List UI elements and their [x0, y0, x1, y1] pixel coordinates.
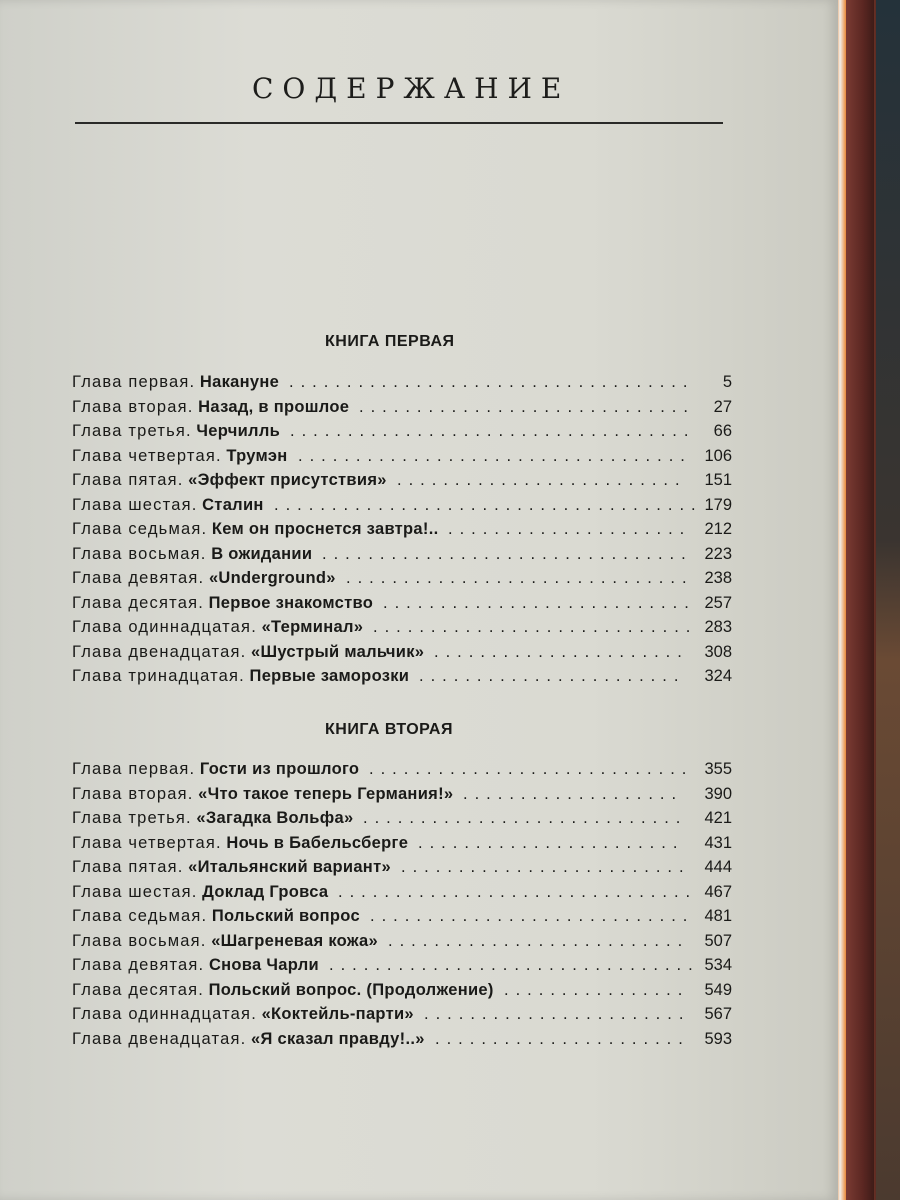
leader-dots: .................................. — [298, 446, 692, 465]
toc-entry — [72, 594, 732, 619]
leader-dots: ...................... — [434, 642, 689, 661]
leader-dots: ....................... — [418, 833, 685, 852]
chapter-label: Глава первая. — [72, 373, 196, 391]
title-rule — [75, 122, 723, 124]
chapter-title: Первые заморозки — [249, 667, 410, 685]
leader-dots: .............................. — [346, 569, 694, 587]
page-number: 238 — [704, 569, 732, 587]
chapter-label: Глава девятая. — [72, 956, 205, 974]
chapter-title: Назад, в прошлое — [198, 397, 350, 416]
leader-dots: ..................... — [448, 520, 692, 538]
page-number: 431 — [704, 833, 732, 852]
leader-dots: ....................... — [424, 1005, 691, 1023]
toc-entry — [72, 932, 732, 957]
leader-dots: ............................... — [338, 882, 698, 901]
leader-dots: ................................ — [322, 544, 693, 563]
toc-entry — [72, 643, 732, 668]
leader-dots: ................................... — [290, 422, 696, 440]
leader-dots: ......................... — [397, 471, 687, 489]
page-number: 151 — [704, 471, 732, 489]
leader-dots: ........................... — [383, 593, 696, 612]
leader-dots: ............................ — [373, 618, 698, 636]
toc-entry — [72, 785, 732, 810]
toc-entry — [72, 569, 732, 594]
toc-entry — [72, 496, 732, 521]
page-number: 481 — [704, 907, 732, 925]
chapter-title: Гости из прошлого — [199, 760, 360, 778]
page-number: 467 — [704, 882, 732, 901]
chapter-label: Глава шестая. — [72, 495, 198, 514]
chapter-title: «Шагреневая кожа» — [211, 931, 378, 950]
page-number: 212 — [704, 520, 732, 538]
chapter-label: Глава седьмая. — [72, 907, 208, 925]
chapter-label: Глава вторая. — [72, 397, 194, 416]
leader-dots: .......................... — [388, 931, 690, 950]
page-number: 444 — [704, 858, 732, 876]
chapter-title: «Терминал» — [261, 618, 364, 636]
chapter-title: Черчилль — [196, 422, 281, 440]
page-number: 257 — [704, 593, 732, 612]
leader-dots: ..................................... — [274, 495, 703, 514]
chapter-label: Глава четвертая. — [72, 446, 222, 465]
chapter-label: Глава третья. — [72, 422, 192, 440]
chapter-title: Трумэн — [226, 446, 288, 465]
chapter-title: Доклад Гровса — [202, 882, 329, 901]
chapter-label: Глава третья. — [72, 809, 192, 827]
leader-dots: ......................... — [401, 858, 691, 876]
page-number: 308 — [704, 642, 732, 661]
toc-entry — [72, 398, 732, 423]
toc-entry — [72, 545, 732, 570]
chapter-label: Глава седьмая. — [72, 520, 208, 538]
chapter-label: Глава пятая. — [72, 858, 184, 876]
toc-entry — [72, 883, 732, 908]
page-number: 223 — [704, 544, 732, 563]
toc-entry — [72, 956, 732, 981]
chapter-title: «Underground» — [208, 569, 336, 587]
chapter-title: Кем он проснется завтра!.. — [211, 520, 439, 538]
chapter-title: Польский вопрос — [211, 907, 360, 925]
page-number: 5 — [722, 373, 732, 391]
page-number: 390 — [704, 784, 732, 803]
leader-dots: ................................... — [289, 373, 695, 391]
chapter-title: «Что такое теперь Германия!» — [198, 784, 454, 803]
toc-entry — [72, 981, 732, 1006]
chapter-title: Польский вопрос. (Продолжение) — [208, 980, 494, 999]
page-number: 507 — [704, 931, 732, 950]
chapter-title: «Коктейль-парти» — [261, 1005, 414, 1023]
chapter-label: Глава шестая. — [72, 882, 198, 901]
chapter-label: Глава тринадцатая. — [72, 667, 245, 685]
toc-entry — [72, 809, 732, 834]
toc-book-1 — [72, 373, 732, 692]
toc-book-2 — [72, 760, 732, 1054]
toc-entry — [72, 907, 732, 932]
toc-entry — [72, 667, 732, 692]
chapter-label: Глава пятая. — [72, 471, 184, 489]
page-number: 421 — [704, 809, 732, 827]
page-number: 106 — [704, 446, 732, 465]
book-heading-1: КНИГА ПЕРВАЯ — [325, 333, 455, 350]
chapter-label: Глава первая. — [72, 760, 196, 778]
leader-dots: ................ — [504, 980, 690, 999]
chapter-label: Глава восьмая. — [72, 544, 207, 563]
chapter-title: Сталин — [202, 495, 264, 514]
chapter-label: Глава вторая. — [72, 784, 194, 803]
chapter-label: Глава четвертая. — [72, 833, 222, 852]
page-number: 27 — [713, 397, 732, 416]
chapter-label: Глава десятая. — [72, 593, 205, 612]
chapter-title: Накануне — [199, 373, 280, 391]
leader-dots: ............................ — [363, 809, 688, 827]
chapter-title: Снова Чарли — [208, 956, 319, 974]
book-spine — [846, 0, 874, 1200]
toc-entry — [72, 760, 732, 785]
leader-dots: ................... — [463, 784, 684, 803]
chapter-label: Глава двенадцатая. — [72, 1029, 247, 1048]
leader-dots: ............................ — [370, 907, 695, 925]
toc-entry — [72, 373, 732, 398]
page-number: 567 — [704, 1005, 732, 1023]
page-number: 534 — [704, 956, 732, 974]
toc-entry — [72, 834, 732, 859]
toc-entry — [72, 618, 732, 643]
chapter-title: Первое знакомство — [208, 593, 374, 612]
toc-entry — [72, 520, 732, 545]
leader-dots: ...................... — [435, 1029, 690, 1048]
chapter-title: В ожидании — [211, 544, 313, 563]
page-number: 324 — [704, 667, 732, 685]
page-title: СОДЕРЖАНИЕ — [252, 72, 571, 105]
page-number: 179 — [704, 495, 732, 514]
chapter-title: «Шустрый мальчик» — [250, 642, 425, 661]
toc-entry — [72, 471, 732, 496]
chapter-title: «Итальянский вариант» — [188, 858, 391, 876]
chapter-label: Глава одиннадцатая. — [72, 1005, 257, 1023]
chapter-label: Глава девятая. — [72, 569, 205, 587]
chapter-title: «Эффект присутствия» — [188, 471, 387, 489]
chapter-label: Глава одиннадцатая. — [72, 618, 257, 636]
page-number: 66 — [713, 422, 732, 440]
leader-dots: ....................... — [419, 667, 686, 685]
page-number: 283 — [704, 618, 732, 636]
book-heading-2: КНИГА ВТОРАЯ — [325, 721, 453, 738]
page-number: 549 — [704, 980, 732, 999]
page-number: 593 — [704, 1029, 732, 1048]
toc-entry — [72, 858, 732, 883]
toc-entry — [72, 1030, 732, 1055]
leader-dots: ................................ — [329, 956, 700, 974]
toc-entry — [72, 1005, 732, 1030]
chapter-title: «Загадка Вольфа» — [196, 809, 354, 827]
toc-entry — [72, 422, 732, 447]
chapter-title: Ночь в Бабельсберге — [226, 833, 409, 852]
chapter-label: Глава двенадцатая. — [72, 642, 247, 661]
chapter-label: Глава десятая. — [72, 980, 205, 999]
chapter-label: Глава восьмая. — [72, 931, 207, 950]
leader-dots: ............................. — [359, 397, 695, 416]
chapter-title: «Я сказал правду!..» — [250, 1029, 425, 1048]
toc-entry — [72, 447, 732, 472]
leader-dots: ............................ — [369, 760, 694, 778]
page-number: 355 — [704, 760, 732, 778]
